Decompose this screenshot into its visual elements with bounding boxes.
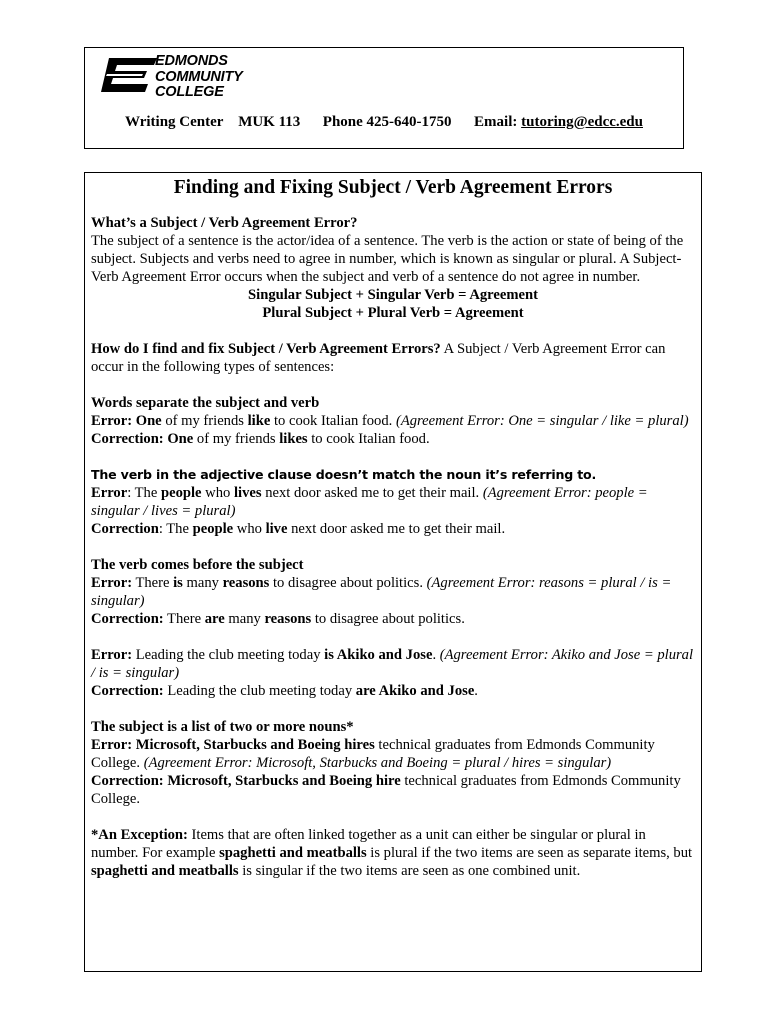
section-2-heading: The verb in the adjective clause doesn’t match the noun it’s referring to. (91, 467, 597, 482)
intro-heading: What’s a Subject / Verb Agreement Error? (91, 215, 358, 231)
section-4-correction: Correction: Leading the club meeting today are Akiko and Jose. (91, 683, 478, 699)
section-1-heading: Words separate the subject and verb (91, 395, 320, 411)
room: MUK 113 (238, 114, 301, 130)
exception-paragraph: *An Exception: Items that are often linked together as a unit can either be singular or plural in number. For example spaghetti and meatballs is plural if the two items are seen as separate items, but spaghetti and meatballs is singular if the two items are seen as one combined unit. (91, 827, 693, 879)
section-5-error: Error: Microsoft, Starbucks and Boeing hires technical graduates from Edmonds Community College. (Agreement Error: Microsoft, Starbucks and Boeing = plural / hires = singular) (91, 737, 655, 771)
intro-text: The subject of a sentence is the actor/idea of a sentence. The verb is the action or state of being of the subject. Subjects and verbs need to agree in number, which is known as singular or plural. A Subject-Verb Agreement Error occurs when the subject and verb of a sentence do not agree in number. (91, 233, 684, 285)
logo-line-3: COLLEGE (155, 84, 224, 100)
section-1-error: Error: One of my friends like to cook Italian food. (Agreement Error: One = singular / like = plural) (91, 413, 689, 429)
center-name: Writing Center (125, 114, 224, 130)
contact-line (85, 114, 683, 131)
logo-line-2: COMMUNITY (155, 68, 243, 85)
section-3-error: Error: There is many reasons to disagree about politics. (Agreement Error: reasons = plural / is = singular) (91, 575, 672, 609)
email-link[interactable]: tutoring@edcc.edu (521, 114, 643, 130)
header-box (84, 47, 684, 149)
logo-line-1: EDMONDS (155, 53, 228, 69)
section-2-error: Error: The people who lives next door asked me to get their mail. (Agreement Error: people = singular / lives = plural) (91, 485, 648, 519)
main-content (84, 172, 702, 972)
how-paragraph: How do I find and fix Subject / Verb Agreement Errors? A Subject / Verb Agreement Error can occur in the following types of sentences: (91, 341, 666, 375)
logo-text (155, 54, 243, 101)
college-logo (95, 54, 295, 102)
rule-plural: Plural Subject + Plural Verb = Agreement (262, 305, 524, 321)
section-5-correction: Correction: Microsoft, Starbucks and Boeing hire technical graduates from Edmonds Community College. (91, 773, 681, 807)
section-4-error: Error: Leading the club meeting today is Akiko and Jose. (Agreement Error: Akiko and Jose = plural / is = singular) (91, 647, 694, 681)
page-title: Finding and Fixing Subject / Verb Agreement Errors (173, 177, 613, 198)
phone: Phone 425-640-1750 (322, 114, 452, 130)
section-5-heading: The subject is a list of two or more nouns* (91, 719, 354, 735)
section-1-correction: Correction: One of my friends likes to cook Italian food. (91, 431, 430, 447)
section-3-correction: Correction: There are many reasons to disagree about politics. (91, 611, 465, 627)
rule-singular: Singular Subject + Singular Verb = Agreement (248, 287, 538, 303)
section-3-heading: The verb comes before the subject (91, 557, 304, 573)
email-label: Email: (474, 114, 518, 130)
section-2-correction: Correction: The people who live next door asked me to get their mail. (91, 521, 506, 537)
